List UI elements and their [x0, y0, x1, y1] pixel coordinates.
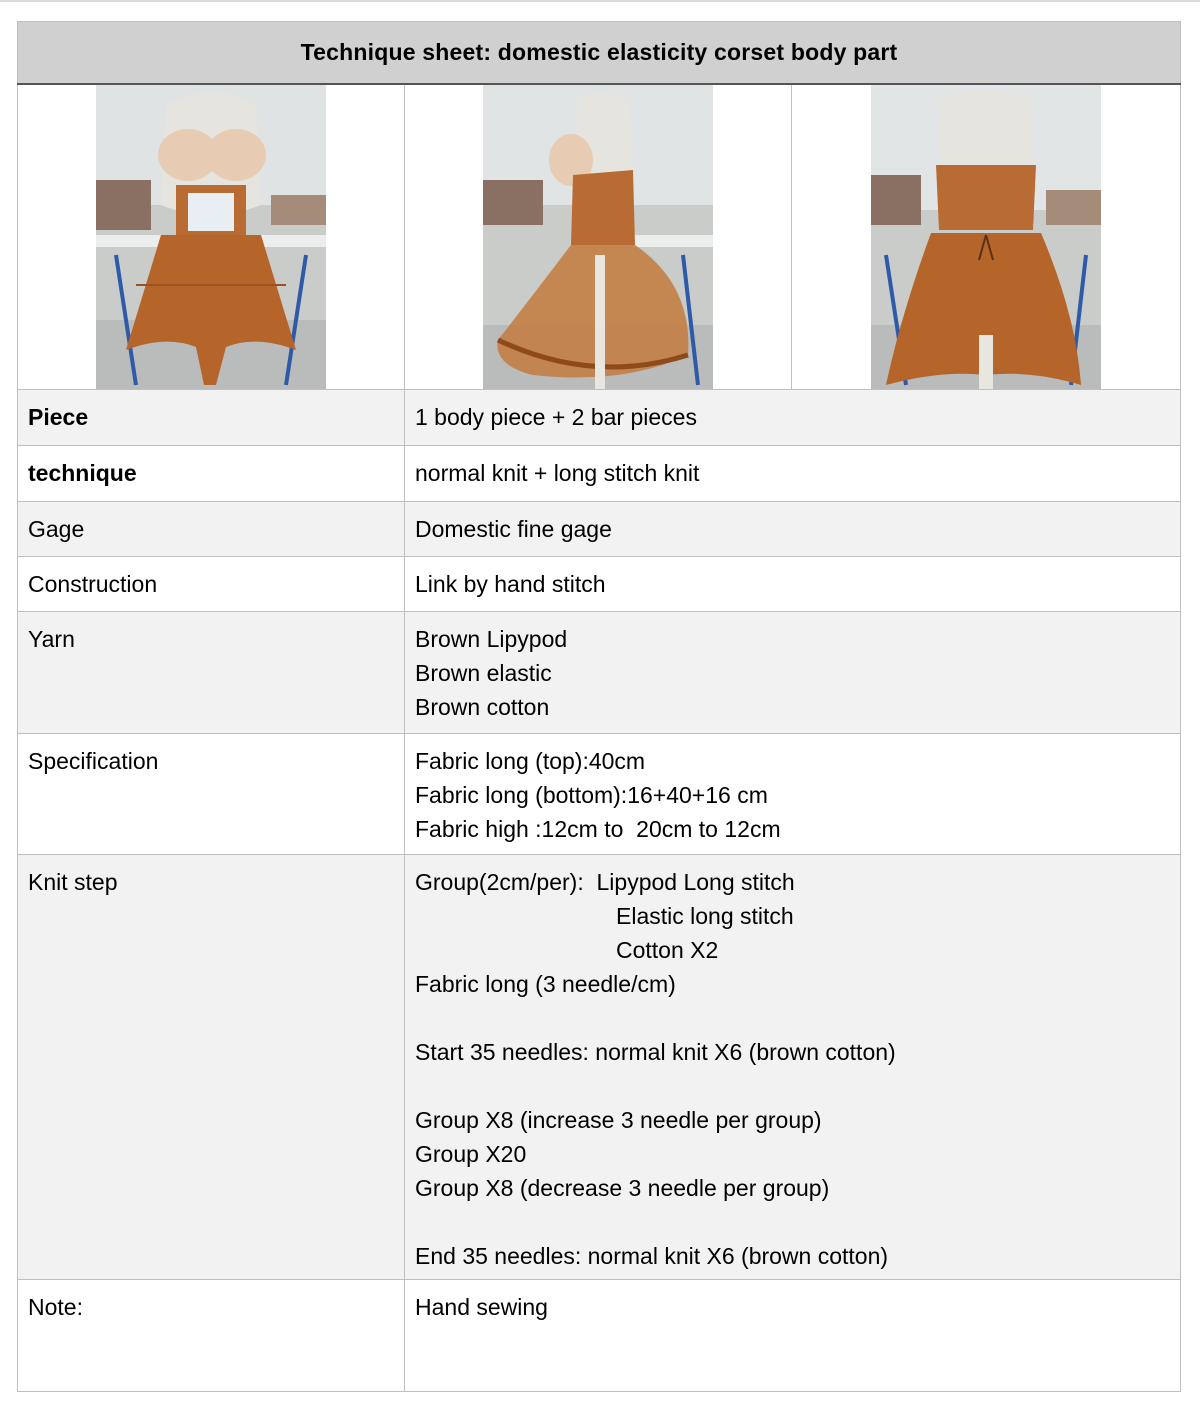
photo-cell-front	[18, 84, 405, 390]
spacer	[415, 1205, 1170, 1239]
knit-group-step: Group X20	[415, 1140, 527, 1167]
top-rule	[0, 0, 1200, 2]
yarn-line: Brown Lipypod	[415, 625, 568, 652]
row-label-piece: Piece	[18, 389, 405, 445]
yarn-line: Brown elastic	[415, 659, 552, 686]
row-value-specification	[405, 733, 1181, 854]
row-label-note: Note:	[18, 1279, 405, 1391]
row-value-technique: normal knit + long stitch knit	[405, 445, 1181, 501]
row-label-specification: Specification	[18, 733, 405, 854]
spec-line: Fabric long (bottom):16+40+16 cm	[415, 781, 768, 808]
garment-photo-back	[871, 85, 1101, 389]
garment-photo-front	[96, 85, 326, 389]
garment-photo-side	[483, 85, 713, 389]
row-value-knit-step	[405, 854, 1181, 1279]
knit-group-step: Group X8 (increase 3 needle per group)	[415, 1106, 822, 1133]
row-value-note: Hand sewing	[405, 1279, 1181, 1391]
knit-fabric-long: Fabric long (3 needle/cm)	[415, 970, 676, 997]
spacer	[415, 1069, 1170, 1103]
technique-sheet-table	[17, 21, 1181, 1392]
knit-start: Start 35 needles: normal knit X6 (brown cotton)	[415, 1038, 896, 1065]
knit-group-step: Group X8 (decrease 3 needle per group)	[415, 1174, 830, 1201]
knit-group-header: Group(2cm/per): Lipypod Long stitch	[415, 868, 795, 895]
row-value-yarn	[405, 611, 1181, 733]
spec-line: Fabric long (top):40cm	[415, 747, 646, 774]
spec-line: Fabric high :12cm to 20cm to 12cm	[415, 815, 781, 842]
knit-group-item: Elastic long stitch	[616, 902, 794, 929]
yarn-line: Brown cotton	[415, 693, 550, 720]
row-label-knit-step: Knit step	[18, 854, 405, 1279]
spacer	[415, 1001, 1170, 1035]
photo-cell-side	[405, 84, 792, 390]
row-label-construction: Construction	[18, 556, 405, 611]
knit-group-item: Cotton X2	[616, 936, 719, 963]
sheet-title: Technique sheet: domestic elasticity corset body part	[18, 22, 1181, 84]
row-label-yarn: Yarn	[18, 611, 405, 733]
row-value-construction: Link by hand stitch	[405, 556, 1181, 611]
knit-end: End 35 needles: normal knit X6 (brown cotton)	[415, 1242, 889, 1269]
row-label-technique: technique	[18, 445, 405, 501]
row-label-gage: Gage	[18, 501, 405, 556]
photo-cell-back	[792, 84, 1181, 390]
row-value-gage: Domestic fine gage	[405, 501, 1181, 556]
row-value-piece: 1 body piece + 2 bar pieces	[405, 389, 1181, 445]
